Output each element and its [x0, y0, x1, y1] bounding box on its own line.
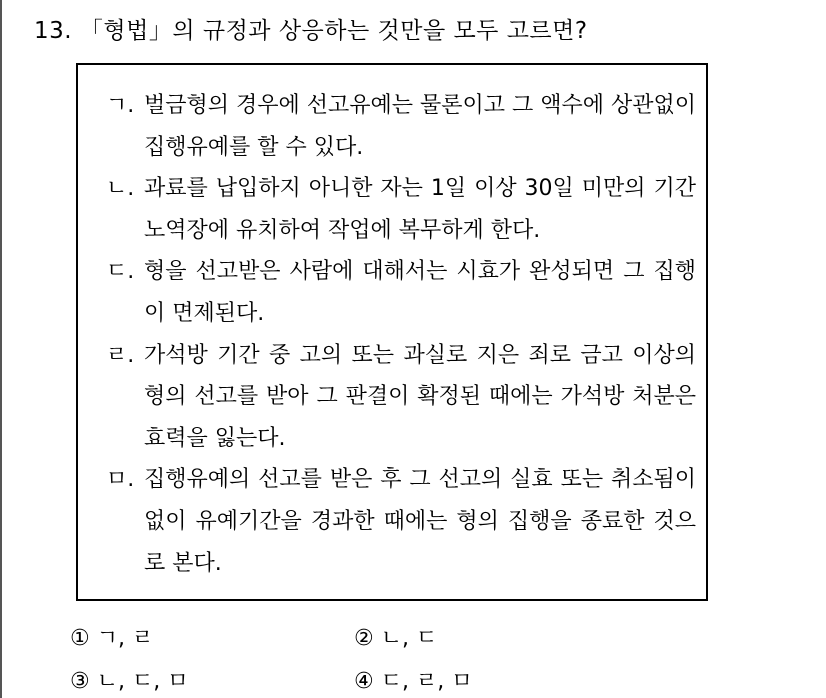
- item-label: ㄱ.: [106, 93, 135, 118]
- item-text: 과료를 납입하지 아니한 자는 1일 이상 30일 미만의 기간 노역장에 유치하여 작업에 복무하게 한다.: [144, 176, 696, 243]
- item-label: ㄹ.: [106, 342, 135, 368]
- item-text: 가석방 기간 중 고의 또는 과실로 지은 죄로 금고 이상의 형의 선고를 받아 그 판결이 확정된 때에는 가석방 처분은 효력을 잃는다.: [144, 342, 696, 451]
- question-title: 13. 「형법」의 규정과 상응하는 것만을 모두 고르면?: [34, 18, 588, 44]
- statement-item: [106, 168, 696, 251]
- answer-option-1[interactable]: ① ㄱ, ㄹ: [70, 626, 154, 651]
- item-text: 집행유예의 선고를 받은 후 그 선고의 실효 또는 취소됨이 없이 유예기간을 경과한 때에는 형의 집행을 종료한 것으로 본다.: [144, 467, 696, 576]
- answer-option-2[interactable]: ② ㄴ, ㄷ: [354, 626, 438, 651]
- page-left-border: [0, 0, 2, 698]
- statement-box: [76, 63, 708, 601]
- item-text: 벌금형의 경우에 선고유예는 물론이고 그 액수에 상관없이 집행유예를 할 수 있다.: [144, 93, 697, 160]
- item-label: ㄴ.: [106, 176, 135, 202]
- item-text: 형을 선고받은 사람에 대해서는 시효가 완성되면 그 집행이 면제된다.: [144, 259, 696, 326]
- statement-item: [106, 335, 696, 460]
- item-label: ㄷ.: [106, 259, 135, 285]
- answer-option-4[interactable]: ④ ㄷ, ㄹ, ㅁ: [354, 669, 473, 694]
- item-label: ㅁ.: [106, 467, 135, 493]
- answer-option-3[interactable]: ③ ㄴ, ㄷ, ㅁ: [70, 669, 189, 694]
- statement-item: [106, 251, 696, 334]
- statement-item: [106, 85, 696, 168]
- statement-item: [106, 459, 696, 584]
